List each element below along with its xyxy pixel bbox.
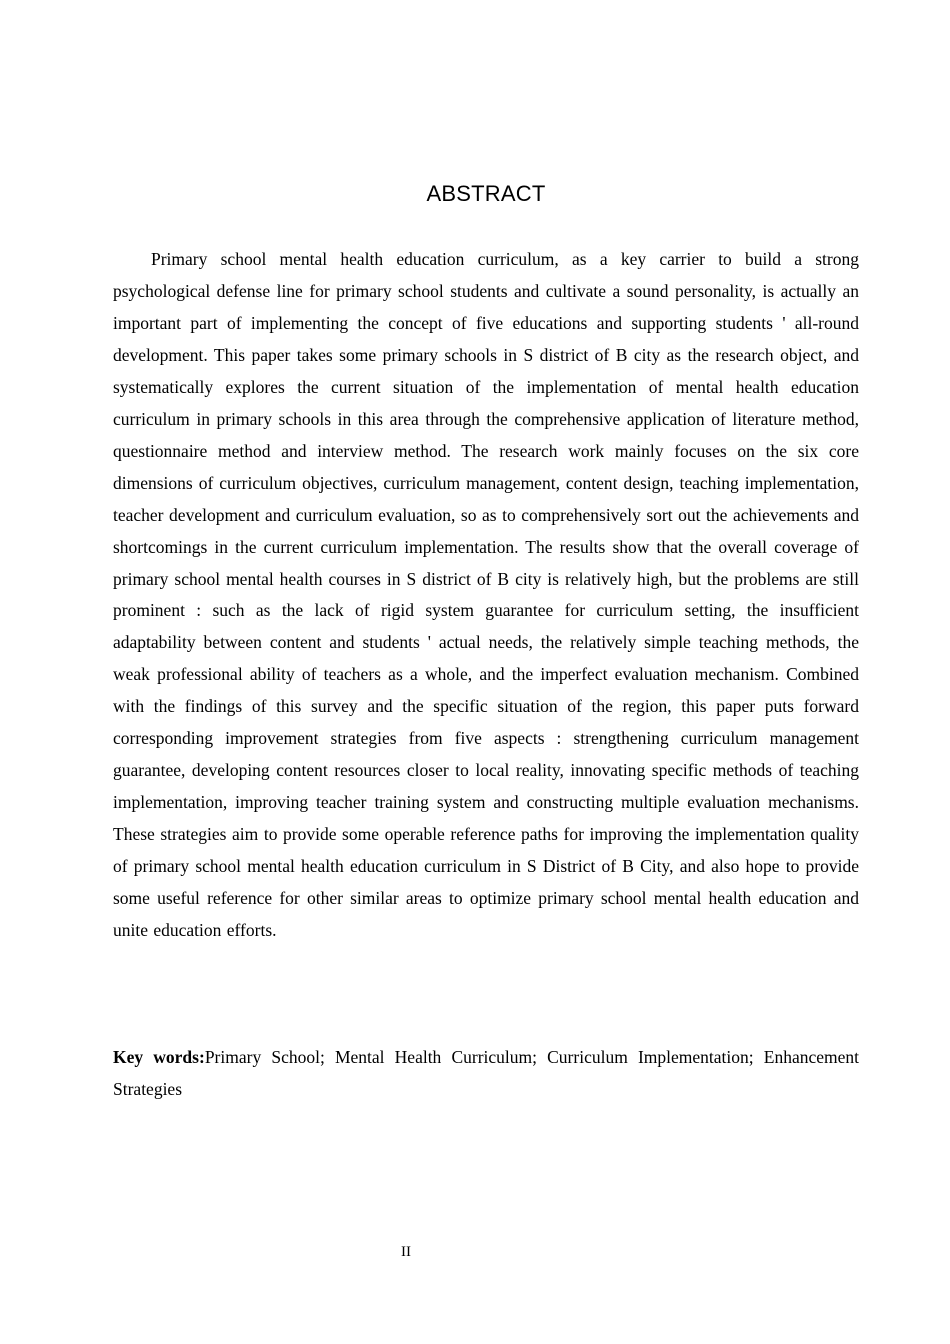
keywords-line (113, 1042, 859, 1106)
keywords-text: Primary School; Mental Health Curriculum; Curriculum Implementation; Enhancement Strategies (113, 1047, 860, 1099)
abstract-body: Primary school mental health education curriculum, as a key carrier to build a strong psychological defense line for primary school students and cultivate a sound personality, is actually an important part of implementing the concept of five educations and supporting students ' all-round development. This paper takes some primary schools in S district of B city as the research object, and systematically explores the current situation of the implementation of mental health education curriculum in primary schools in this area through the comprehensive application of literature method, questionnaire method and interview method. The research work mainly focuses on the six core dimensions of curriculum objectives, curriculum management, content design, teaching implementation, teacher development and curriculum evaluation, so as to comprehensively sort out the achievements and shortcomings in the current curriculum implementation. The results show that the overall coverage of primary school mental health courses in S district of B city is relatively high, but the problems are still prominent : such as the lack of rigid system guarantee for curriculum setting, the insufficient adaptability between content and students ' actual needs, the relatively simple teaching methods, the weak professional ability of teachers as a whole, and the imperfect evaluation mechanism. Combined with the findings of this survey and the specific situation of the region, this paper puts forward corresponding improvement strategies from five aspects : strengthening curriculum management guarantee, developing content resources closer to local reality, innovating specific methods of teaching implementation, improving teacher training system and constructing multiple evaluation mechanisms. These strategies aim to provide some operable reference paths for improving the implementation quality of primary school mental health education curriculum in S District of B City, and also hope to provide some useful reference for other similar areas to optimize primary school mental health education and unite education efforts. (113, 249, 859, 941)
page-number: II (401, 1244, 411, 1260)
abstract-title: ABSTRACT (426, 181, 546, 206)
keywords-label: Key words: (113, 1047, 205, 1067)
